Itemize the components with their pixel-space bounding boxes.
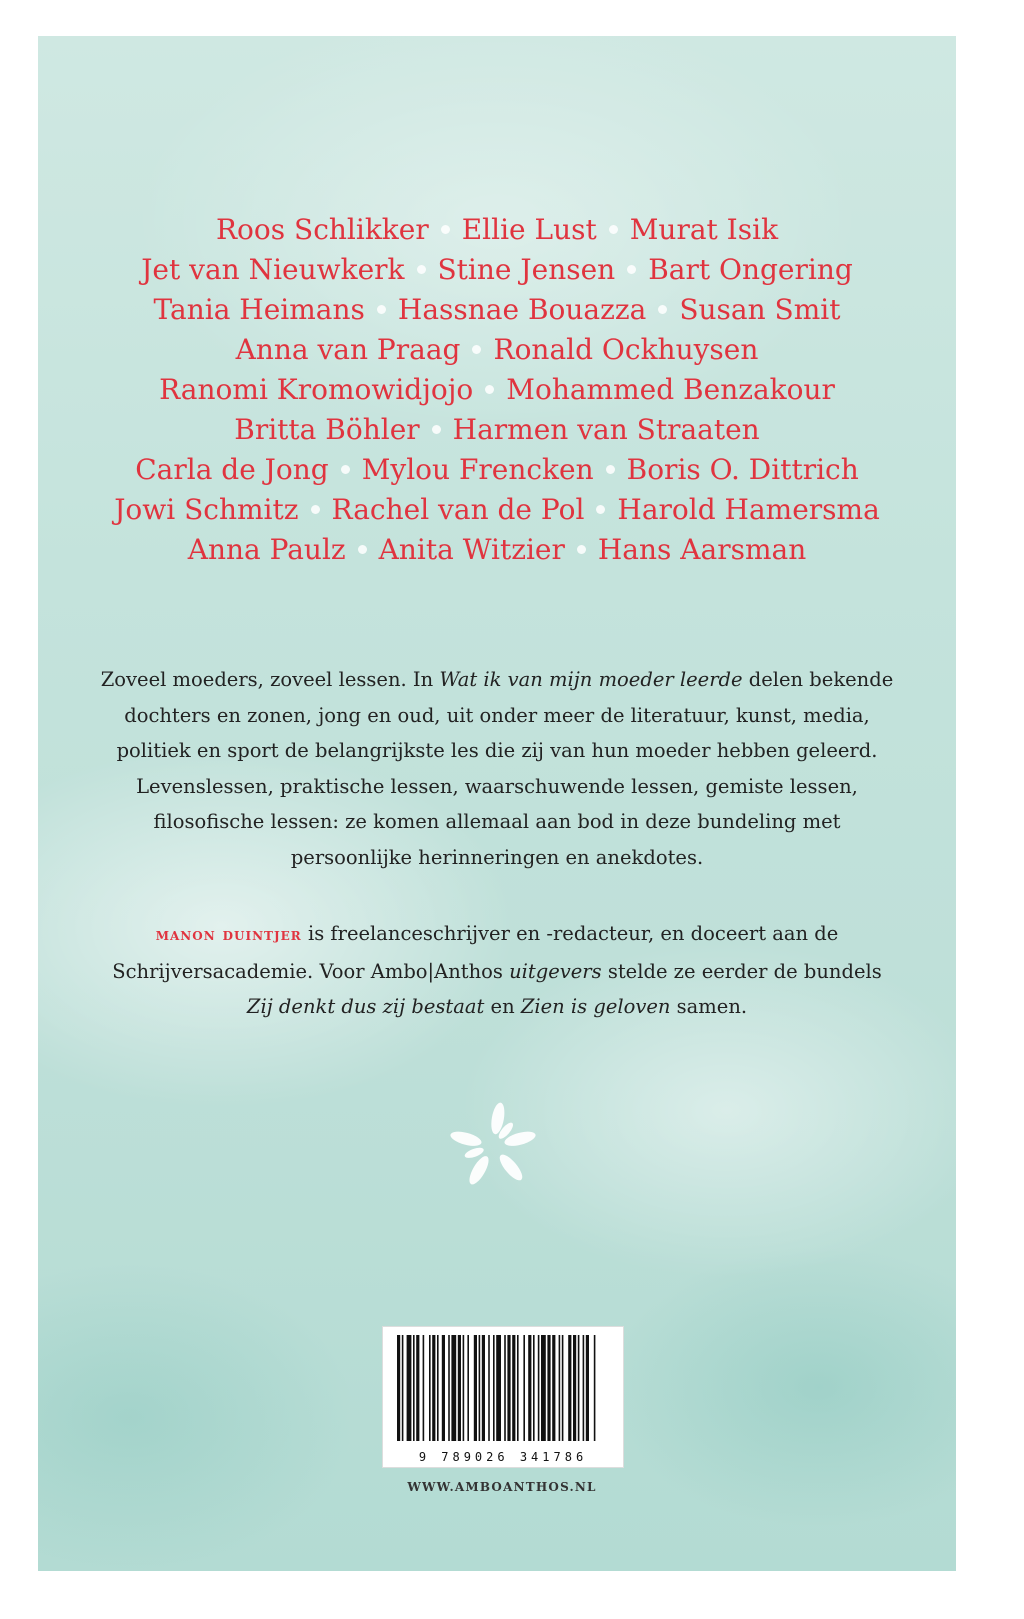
barcode-bar — [568, 1335, 571, 1441]
contributor-name: Carla de Jong — [135, 453, 329, 486]
contributor-name: Hans Aarsman — [597, 533, 807, 566]
bio-text: is freelanceschrijver en -redacteur, en doceert aan de Schrijversacademie. Voor Ambo|Anthos — [112, 922, 839, 983]
blurb-text: delen bekende dochters en zonen, jong en oud, uit onder meer de literatuur, kunst, media, politiek en sport de belangrijkste les die zij van hun moeder hebben geleerd. Levenslessen, praktische lessen, waarschuwende lessen, gemiste lessen, filosofische lessen: ze komen allemaal aan bod in deze bundeling met persoonlijke herinneringen en anekdotes. — [116, 668, 894, 869]
contributor-name: Tania Heimans — [153, 293, 365, 326]
barcode-bar — [512, 1335, 515, 1441]
barcode-bar — [423, 1335, 425, 1441]
book-title: Zien is geloven — [520, 995, 671, 1018]
separator-dot — [441, 225, 450, 234]
barcode-bar — [533, 1335, 535, 1441]
separator-dot — [596, 505, 605, 514]
barcode-bar — [463, 1335, 465, 1441]
barcode-bar — [397, 1335, 400, 1441]
bio-text: stelde ze eerder de bundels — [601, 959, 882, 983]
contributor-line — [38, 290, 956, 330]
barcode-bar — [538, 1335, 540, 1441]
contributor-name: Jowi Schmitz — [114, 493, 299, 526]
bio-text: en — [484, 995, 521, 1018]
contributor-name: Mohammed Benzakour — [506, 373, 835, 406]
barcode-bar — [496, 1335, 501, 1441]
barcode-bar — [432, 1335, 435, 1441]
separator-dot — [432, 425, 441, 434]
barcode-bar — [407, 1335, 412, 1441]
barcode-bar — [583, 1335, 585, 1441]
barcode-bar — [552, 1335, 555, 1441]
blurb-text: Zoveel moeders, zoveel lessen. In — [100, 668, 440, 691]
separator-dot — [417, 265, 426, 274]
contributor-name: Anita Witzier — [378, 533, 565, 566]
barcode-bar — [482, 1335, 485, 1441]
separator-dot — [606, 465, 615, 474]
barcode-bar — [479, 1335, 481, 1441]
barcode-bar — [458, 1335, 461, 1441]
separator-dot — [341, 465, 350, 474]
barcode-bar — [429, 1335, 431, 1441]
barcode-bar — [504, 1335, 506, 1441]
separator-dot — [485, 385, 494, 394]
contributor-line — [38, 450, 956, 490]
author-name: manon duintjer — [155, 925, 302, 945]
separator-dot — [358, 545, 367, 554]
contributor-name: Murat Isik — [629, 213, 779, 246]
isbn-digits: 9 789026 341786 — [418, 1450, 588, 1464]
contributor-name: Anna Paulz — [187, 533, 346, 566]
barcode-bar — [547, 1335, 550, 1441]
barcode-bar — [448, 1335, 450, 1441]
contributor-name: Susan Smit — [679, 293, 841, 326]
contributor-name: Britta Böhler — [234, 413, 420, 446]
separator-dot — [311, 505, 320, 514]
contributor-name: Boris O. Dittrich — [626, 453, 859, 486]
book-blurb — [98, 662, 896, 875]
barcode-bar — [402, 1335, 404, 1441]
barcode-bar — [451, 1335, 456, 1441]
barcode-bar — [523, 1335, 525, 1441]
barcode-bar — [559, 1335, 561, 1441]
barcode-bar — [437, 1335, 439, 1441]
separator-dot — [577, 545, 586, 554]
contributor-name: Hassnae Bouazza — [397, 293, 647, 326]
barcode-bar — [488, 1335, 490, 1441]
contributor-line — [38, 370, 956, 410]
barcode-bar — [493, 1335, 495, 1441]
publisher-website: WWW.AMBOANTHOS.NL — [407, 1480, 597, 1494]
author-bio — [98, 916, 896, 1025]
contributor-name: Roos Schlikker — [215, 213, 429, 246]
contributor-list — [38, 210, 956, 570]
barcode-bar — [413, 1335, 415, 1441]
contributor-line — [38, 330, 956, 370]
separator-dot — [627, 265, 636, 274]
book-title: Wat ik van mijn moeder leerde — [439, 668, 743, 691]
contributor-line — [38, 410, 956, 450]
barcode-bar — [442, 1335, 445, 1441]
contributor-name: Mylou Frencken — [361, 453, 594, 486]
contributor-name: Rachel van de Pol — [331, 493, 585, 526]
contributor-name: Ronald Ockhuysen — [493, 333, 759, 366]
separator-dot — [472, 345, 481, 354]
barcode-bar — [507, 1335, 510, 1441]
book-back-cover — [38, 36, 956, 1571]
barcode-bar — [573, 1335, 576, 1441]
contributor-line — [38, 250, 956, 290]
contributor-name: Anna van Praag — [235, 333, 461, 366]
barcode-bar — [474, 1335, 477, 1441]
contributor-line — [38, 210, 956, 250]
contributor-name: Ranomi Kromowidjojo — [159, 373, 474, 406]
bio-text: uitgevers — [509, 959, 602, 983]
barcode-bar — [416, 1335, 419, 1441]
barcode-bar — [594, 1335, 596, 1441]
separator-dot — [658, 305, 667, 314]
barcode-bar — [586, 1335, 589, 1441]
white-flower-icon — [443, 1096, 543, 1196]
barcode-bar — [562, 1335, 564, 1441]
separator-dot — [377, 305, 386, 314]
contributor-name: Bart Ongering — [648, 253, 853, 286]
contributor-line — [38, 530, 956, 570]
barcode — [382, 1326, 624, 1468]
contributor-name: Harmen van Straaten — [452, 413, 760, 446]
contributor-name: Ellie Lust — [461, 213, 597, 246]
separator-dot — [609, 225, 618, 234]
barcode-bar — [467, 1335, 469, 1441]
barcode-bar — [541, 1335, 546, 1441]
barcode-bar — [517, 1335, 519, 1441]
contributor-name: Jet van Nieuwkerk — [141, 253, 405, 286]
barcode-bar — [578, 1335, 580, 1441]
barcode-bar — [528, 1335, 531, 1441]
contributor-line — [38, 490, 956, 530]
contributor-name: Stine Jensen — [437, 253, 616, 286]
contributor-name: Harold Hamersma — [617, 493, 880, 526]
book-title: Zij denkt dus zij bestaat — [246, 995, 485, 1018]
bio-text: samen. — [670, 995, 748, 1018]
